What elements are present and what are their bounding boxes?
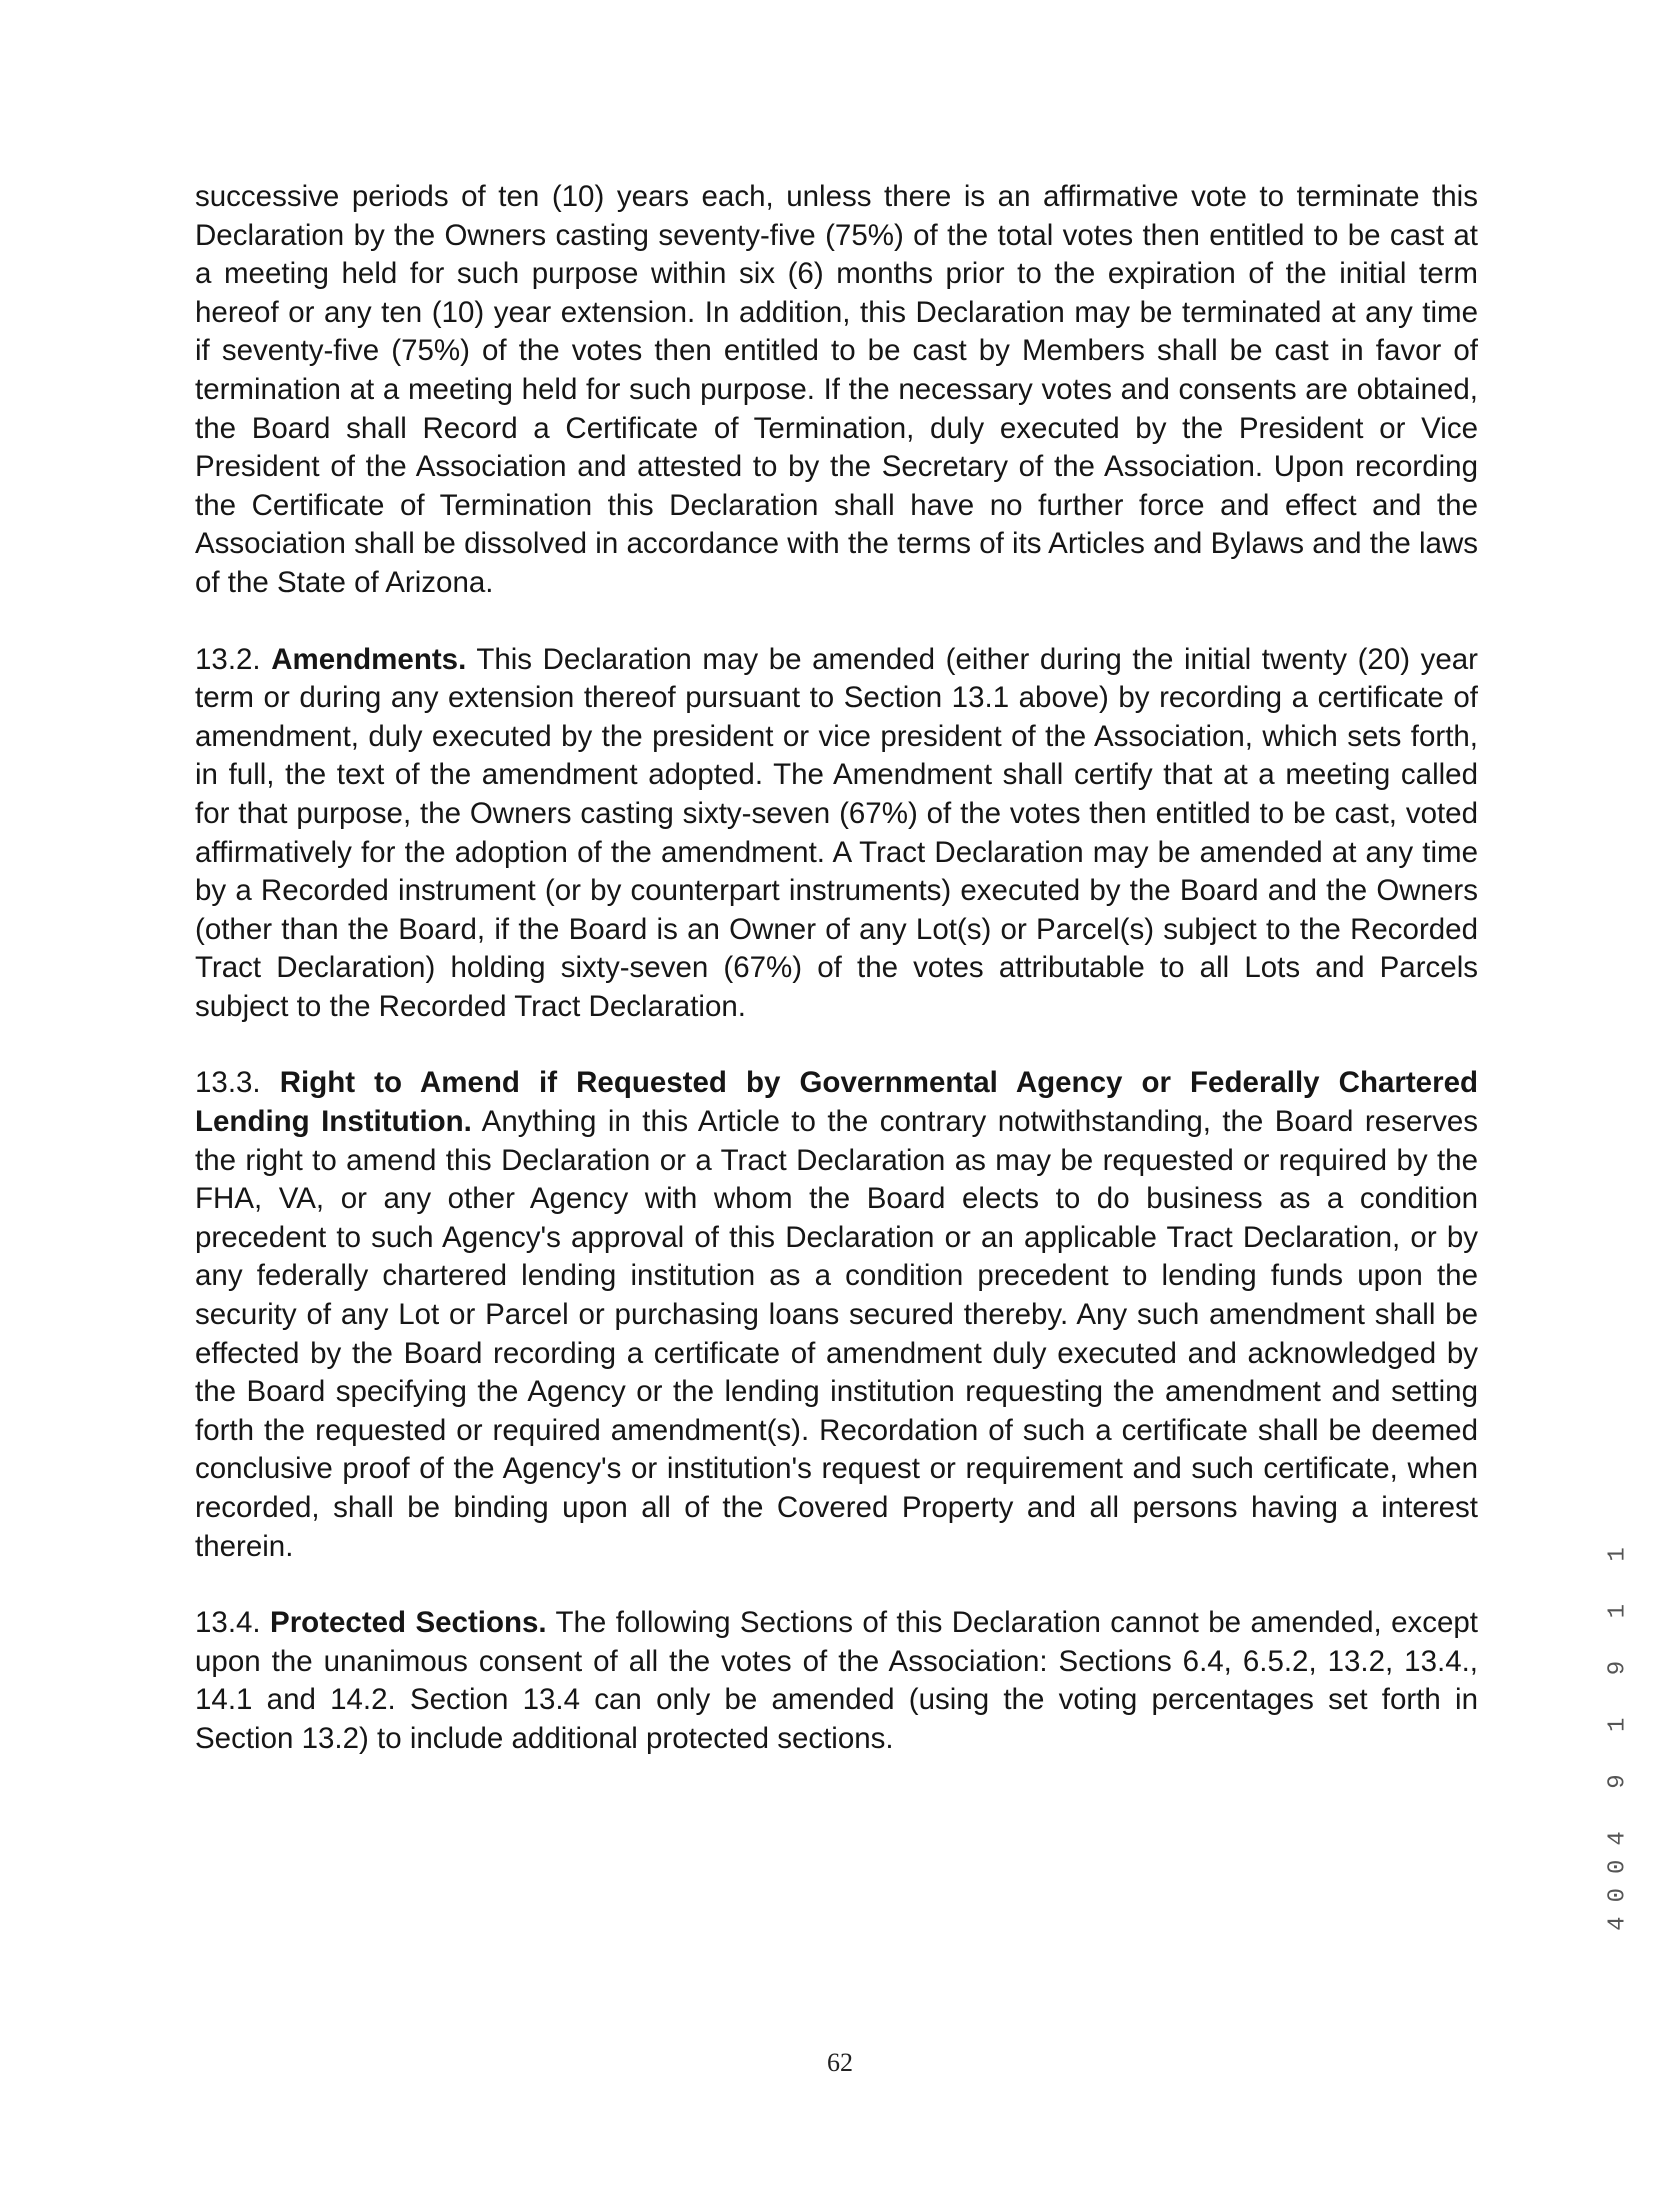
paragraph-13-1-continued [195, 178, 1478, 603]
paragraph-body: This Declaration may be amended (either during the initial twenty (20) year term or during any extension thereof pursuant to Section 13.1 above) by recording a certificate of amendment, duly executed by the president or vice president of the Association, which sets forth, in full, the text of the amendment adopted. The Amendment shall certify that at a meeting called for that purpose, the Owners casting sixty-seven (67%) of the votes then entitled to be cast, voted affirmatively for the adoption of the amendment. A Tract Declaration may be amended at any time by a Recorded instrument (or by counterpart instruments) executed by the Board and the Owners (other than the Board, if the Board is an Owner of any Lot(s) or Parcel(s) subject to the Recorded Tract Declaration) holding sixty-seven (67%) of the votes attributable to all Lots and Parcels subject to the Recorded Tract Declaration. [195, 642, 1479, 1023]
paragraph-13-4 [195, 1604, 1478, 1758]
page-number: 62 [827, 2048, 853, 2077]
paragraph-body: successive periods of ten (10) years each, unless there is an affirmative vote to terminate this Declaration by the Owners casting seventy-five (75%) of the total votes then entitled to be cast at a meeting held for such purpose within six (6) months prior to the expiration of the initial term hereof or any ten (10) year extension. In addition, this Declaration may be terminated at any time if seventy-five (75%) of the votes then entitled to be cast by Members shall be cast in favor of termination at a meeting held for such purpose. If the necessary votes and consents are obtained, the Board shall Record a Certificate of Termination, duly executed by the President or Vice President of the Association and attested to by the Secretary of the Association. Upon recording the Certificate of Termination this Declaration shall have no further force and effect and the Association shall be dissolved in accordance with the terms of its Articles and Bylaws and the laws of the State of Arizona. [195, 180, 1478, 599]
section-heading: Amendments. [271, 642, 467, 676]
recording-stamp [1595, 1533, 1635, 1931]
paragraph-body: Anything in this Article to the contrary notwithstanding, the Board reserves the right to amend this Declaration or a Tract Declaration as may be requested or required by the FHA, VA, or any other Agency with whom the Board elects to do business as a condition precedent to such Agency's approval of this Declaration or an applicable Tract Declaration, or by any federally chartered lending institution as a condition precedent to lending funds upon the security of any Lot or Parcel or purchasing loans secured thereby. Any such amendment shall be effected by the Board recording a certificate of amendment duly executed and acknowledged by the Board specifying the Agency or the lending institution requesting the amendment and setting forth the requested or required amendment(s). Recordation of such a certificate shall be deemed conclusive proof of the Agency's or institution's request or requirement and such certificate, when recorded, shall be binding upon all of the Covered Property and all persons having a interest therein. [195, 1105, 1478, 1563]
recording-stamp-text: 4004 9 1 9 1 1 [1604, 1533, 1632, 1931]
section-number: 13.3. [195, 1066, 261, 1100]
section-number: 13.2. [195, 642, 261, 676]
paragraph-13-2 [195, 641, 1478, 1027]
section-heading: Right to Amend if Requested by Governmental Agency or Federally Chartered Lending Institution. [195, 1066, 1478, 1139]
paragraph-13-3 [195, 1064, 1478, 1566]
document-body [195, 178, 1478, 1759]
section-number: 13.4. [195, 1606, 261, 1640]
paragraph-body: The following Sections of this Declaration cannot be amended, except upon the unanimous consent of all the votes of the Association: Sections 6.4, 6.5.2, 13.2, 13.4., 14.1 and 14.2. Section 13.4 can only be amended (using the voting percentages set forth in Section 13.2) to include additional protected sections. [195, 1606, 1478, 1755]
section-heading: Protected Sections. [270, 1606, 547, 1640]
